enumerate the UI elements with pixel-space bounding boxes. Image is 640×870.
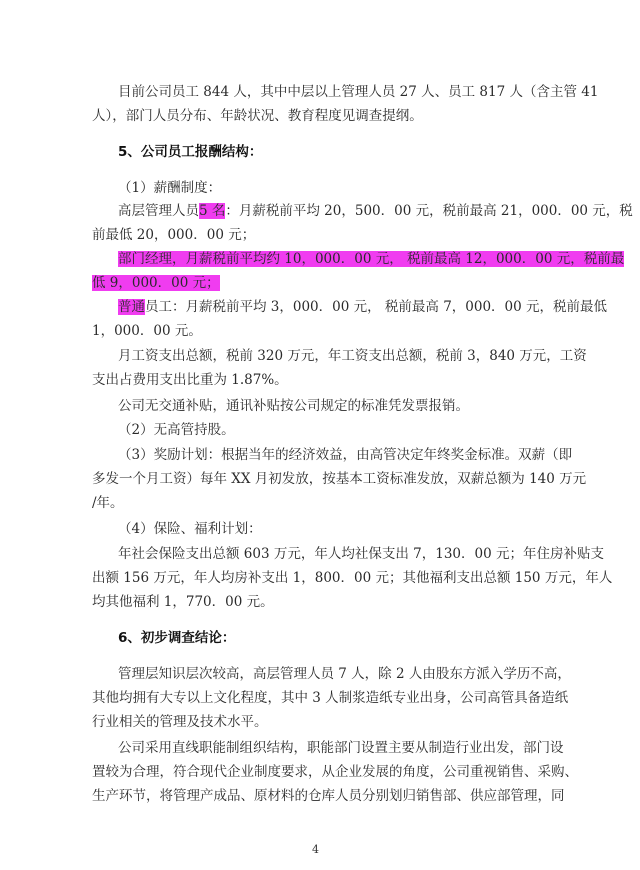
paragraph-line: （3）奖励计划：根据当年的经济效益，由高管决定年终奖金标准。双薪（即	[118, 447, 573, 463]
page-number: 4	[312, 843, 319, 856]
paragraph-line: 行业相关的管理及技术水平。	[92, 714, 268, 730]
paragraph-line: 目前公司员工 844 人，其中中层以上管理人员 27 人、员工 817 人（含主管 41	[118, 84, 599, 100]
text-run: 员工：月薪税前平均 3，000．00 元， 税前最高 7，000．00 元，税前最低	[145, 299, 608, 315]
paragraph-line: （4）保险、福利计划：	[118, 521, 262, 537]
paragraph-line: 置较为合理，符合现代企业制度要求，从企业发展的角度，公司重视销售、采购、	[92, 764, 578, 780]
paragraph-line: 公司无交通补贴，通讯补贴按公司规定的标准凭发票报销。	[118, 398, 469, 414]
paragraph-line: 管理层知识层次较高，高层管理人员 7 人，除 2 人由股东方派入学历不高，	[118, 666, 571, 682]
paragraph-line: 支出占费用支出比重为 1.87%。	[92, 372, 288, 388]
paragraph-line: 人），部门人员分布、年龄状况、教育程度见调查提纲。	[92, 108, 423, 124]
paragraph-line	[118, 297, 607, 317]
highlighted-text: 5 名	[199, 203, 226, 219]
paragraph-line: 前最低 20，000．00 元；	[92, 227, 256, 243]
section-heading-6: 6、初步调查结论：	[118, 630, 236, 646]
paragraph-line	[118, 201, 633, 221]
paragraph-line: 其他均拥有大专以上文化程度，其中 3 人制浆造纸专业出身，公司高管具备造纸	[92, 690, 569, 706]
paragraph-line	[92, 273, 220, 293]
paragraph-line: 生产环节，将管理产成品、原材料的仓库人员分别划归销售部、供应部管理，同	[92, 788, 565, 804]
paragraph-line	[118, 249, 624, 269]
highlighted-text: 普通	[118, 299, 145, 315]
paragraph-line: 均其他福利 1，770．00 元。	[92, 594, 274, 610]
paragraph-line: 1，000．00 元。	[92, 323, 202, 339]
paragraph-line: 年社会保险支出总额 603 万元，年人均社保支出 7，130．00 元；年住房补贴支	[118, 546, 604, 562]
paragraph-line: （2）无高管持股。	[118, 422, 235, 438]
paragraph-line: /年。	[92, 495, 124, 511]
highlighted-text: 低 9，000．00 元；	[92, 275, 220, 291]
text-run: ：月薪税前平均 20，500．00 元，税前最高 21，000．00 元，税	[225, 203, 633, 219]
paragraph-line: 多发一个月工资）每年 XX 月初发放，按基本工资标准发放，双薪总额为 140 万元	[92, 471, 587, 487]
highlighted-text: 部门经理，月薪税前平均约 10，000．00 元， 税前最高 12，000．00 元，税前最	[118, 251, 625, 267]
paragraph-line: 出额 156 万元，年人均房补支出 1，800．00 元；其他福利支出总额 150 万元，年人	[92, 570, 613, 586]
text-run: 高层管理人员	[118, 203, 199, 219]
paragraph-line: （1）薪酬制度：	[118, 180, 222, 196]
paragraph-line: 公司采用直线职能制组织结构，职能部门设置主要从制造行业出发，部门设	[118, 740, 564, 756]
section-heading-5: 5、公司员工报酬结构：	[118, 144, 263, 160]
paragraph-line: 月工资支出总额，税前 320 万元，年工资支出总额，税前 3，840 万元，工资	[118, 348, 587, 364]
